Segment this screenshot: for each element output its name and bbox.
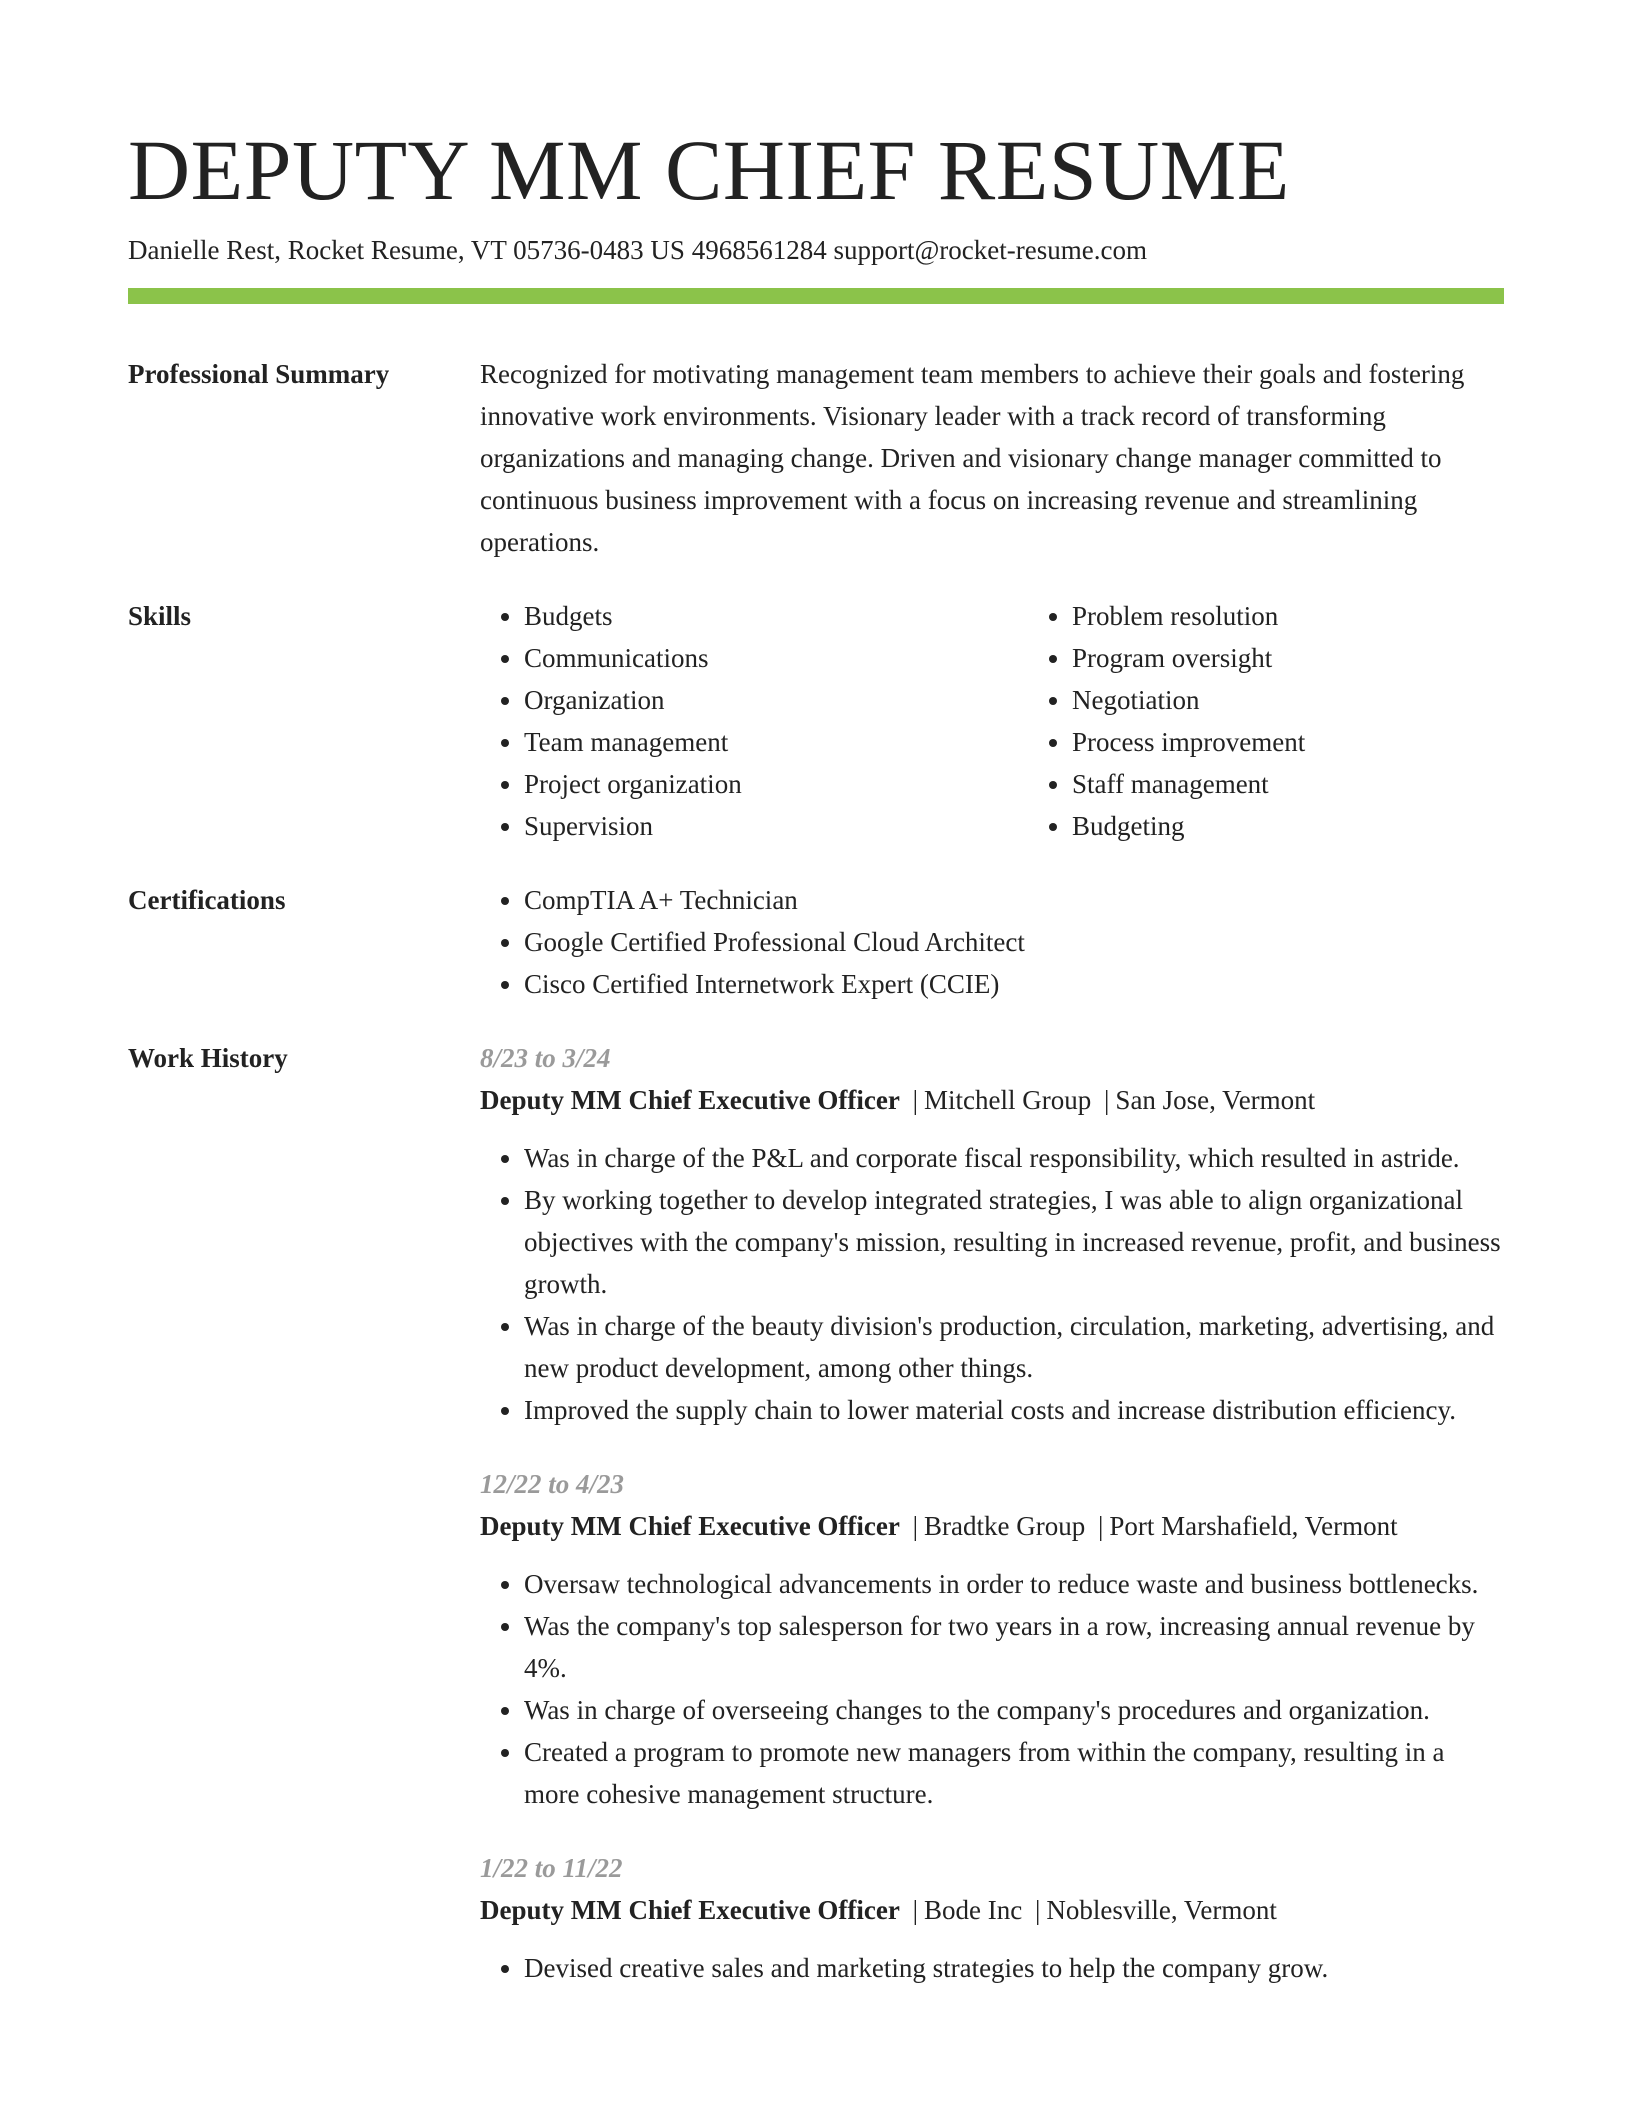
job-separator: |	[912, 1895, 919, 1925]
job-bullets	[480, 1947, 1504, 1989]
skill-item: • Organization	[524, 679, 1028, 721]
section-label-certifications: Certifications	[128, 885, 286, 915]
job-location: Port Marshafield, Vermont	[1109, 1511, 1398, 1541]
skill-item: • Program oversight	[1072, 637, 1532, 679]
skill-item: • Process improvement	[1072, 721, 1532, 763]
job-bullet: • Was in charge of overseeing changes to the company's procedures and organization.	[524, 1689, 1504, 1731]
work-history-body	[480, 1037, 1504, 1989]
job-dates: 1/22 to 11/22	[480, 1853, 623, 1883]
skill-item: • Negotiation	[1072, 679, 1532, 721]
job-bullet: • Devised creative sales and marketing strategies to help the company grow.	[524, 1947, 1504, 1989]
job-separator: |	[1104, 1085, 1110, 1115]
job-bullet: • Created a program to promote new managers from within the company, resulting in a more cohesive management structure.	[524, 1731, 1504, 1815]
skill-item: • Project organization	[524, 763, 1028, 805]
section-label-work-history: Work History	[128, 1043, 288, 1073]
job-header	[480, 1505, 1504, 1547]
job-title: Deputy MM Chief Executive Officer	[480, 1895, 900, 1925]
job-entry	[480, 1037, 1504, 1431]
job-bullet: • Was in charge of the beauty division's production, circulation, marketing, advertising, and new product development, among other things.	[524, 1305, 1504, 1389]
job-bullet: • Improved the supply chain to lower material costs and increase distribution efficiency.	[524, 1389, 1504, 1431]
job-bullet: • Oversaw technological advancements in order to reduce waste and business bottlenecks.	[524, 1563, 1504, 1605]
skills-list-col2	[1028, 595, 1532, 847]
job-dates: 8/23 to 3/24	[480, 1043, 611, 1073]
job-dates: 12/22 to 4/23	[480, 1469, 625, 1499]
resume-page	[128, 118, 1504, 1989]
job-bullet: • Was in charge of the P&L and corporate fiscal responsibility, which resulted in astride.	[524, 1137, 1504, 1179]
job-separator: |	[1035, 1895, 1041, 1925]
skill-item: • Budgeting	[1072, 805, 1532, 847]
job-company: Bode Inc	[924, 1895, 1023, 1925]
skills-section	[128, 595, 1504, 847]
section-label-summary: Professional Summary	[128, 359, 390, 389]
job-location: San Jose, Vermont	[1115, 1085, 1316, 1115]
job-bullet: • By working together to develop integrated strategies, I was able to align organizational objectives with the company's mission, resulting in increased revenue, profit, and business growth.	[524, 1179, 1504, 1305]
job-entry	[480, 1463, 1504, 1815]
skill-item: • Budgets	[524, 595, 1028, 637]
skill-item: • Supervision	[524, 805, 1028, 847]
job-separator: |	[912, 1511, 919, 1541]
job-bullet: • Was the company's top salesperson for two years in a row, increasing annual revenue by 4%.	[524, 1605, 1504, 1689]
skill-item: • Problem resolution	[1072, 595, 1532, 637]
skill-item: • Team management	[524, 721, 1028, 763]
certifications-section	[128, 879, 1504, 1005]
job-company: Mitchell Group	[924, 1085, 1092, 1115]
skills-columns	[480, 595, 1532, 847]
job-separator: |	[912, 1085, 919, 1115]
job-company: Bradtke Group	[924, 1511, 1086, 1541]
certification-item: • CompTIA A+ Technician	[524, 879, 1504, 921]
certification-item: • Google Certified Professional Cloud Architect	[524, 921, 1504, 963]
summary-section	[128, 353, 1504, 563]
certifications-list	[480, 879, 1504, 1005]
job-location: Noblesville, Vermont	[1046, 1895, 1277, 1925]
certification-item: • Cisco Certified Internetwork Expert (CCIE)	[524, 963, 1504, 1005]
job-separator: |	[1098, 1511, 1104, 1541]
job-header	[480, 1079, 1504, 1121]
work-history-section	[128, 1037, 1504, 1989]
job-bullets	[480, 1563, 1504, 1815]
summary-text: Recognized for motivating management team members to achieve their goals and fostering innovative work environments. Visionary leader with a track record of transforming organizations and managing change. Driven and visionary change manager committed to continuous business improvement with a focus on increasing revenue and streamlining operations.	[480, 359, 1465, 557]
contact-line: Danielle Rest, Rocket Resume, VT 05736-0483 US 4968561284 support@rocket-resume.com	[128, 235, 1147, 265]
job-entry	[480, 1847, 1504, 1989]
job-title: Deputy MM Chief Executive Officer	[480, 1511, 900, 1541]
skill-item: • Staff management	[1072, 763, 1532, 805]
resume-title: DEPUTY MM CHIEF RESUME	[128, 122, 1290, 218]
job-header	[480, 1889, 1504, 1931]
job-title: Deputy MM Chief Executive Officer	[480, 1085, 900, 1115]
skill-item: • Communications	[524, 637, 1028, 679]
certifications-body	[480, 879, 1504, 1005]
skills-list-col1	[480, 595, 1028, 847]
section-label-skills: Skills	[128, 601, 192, 631]
header-divider	[128, 288, 1504, 304]
job-bullets	[480, 1137, 1504, 1431]
